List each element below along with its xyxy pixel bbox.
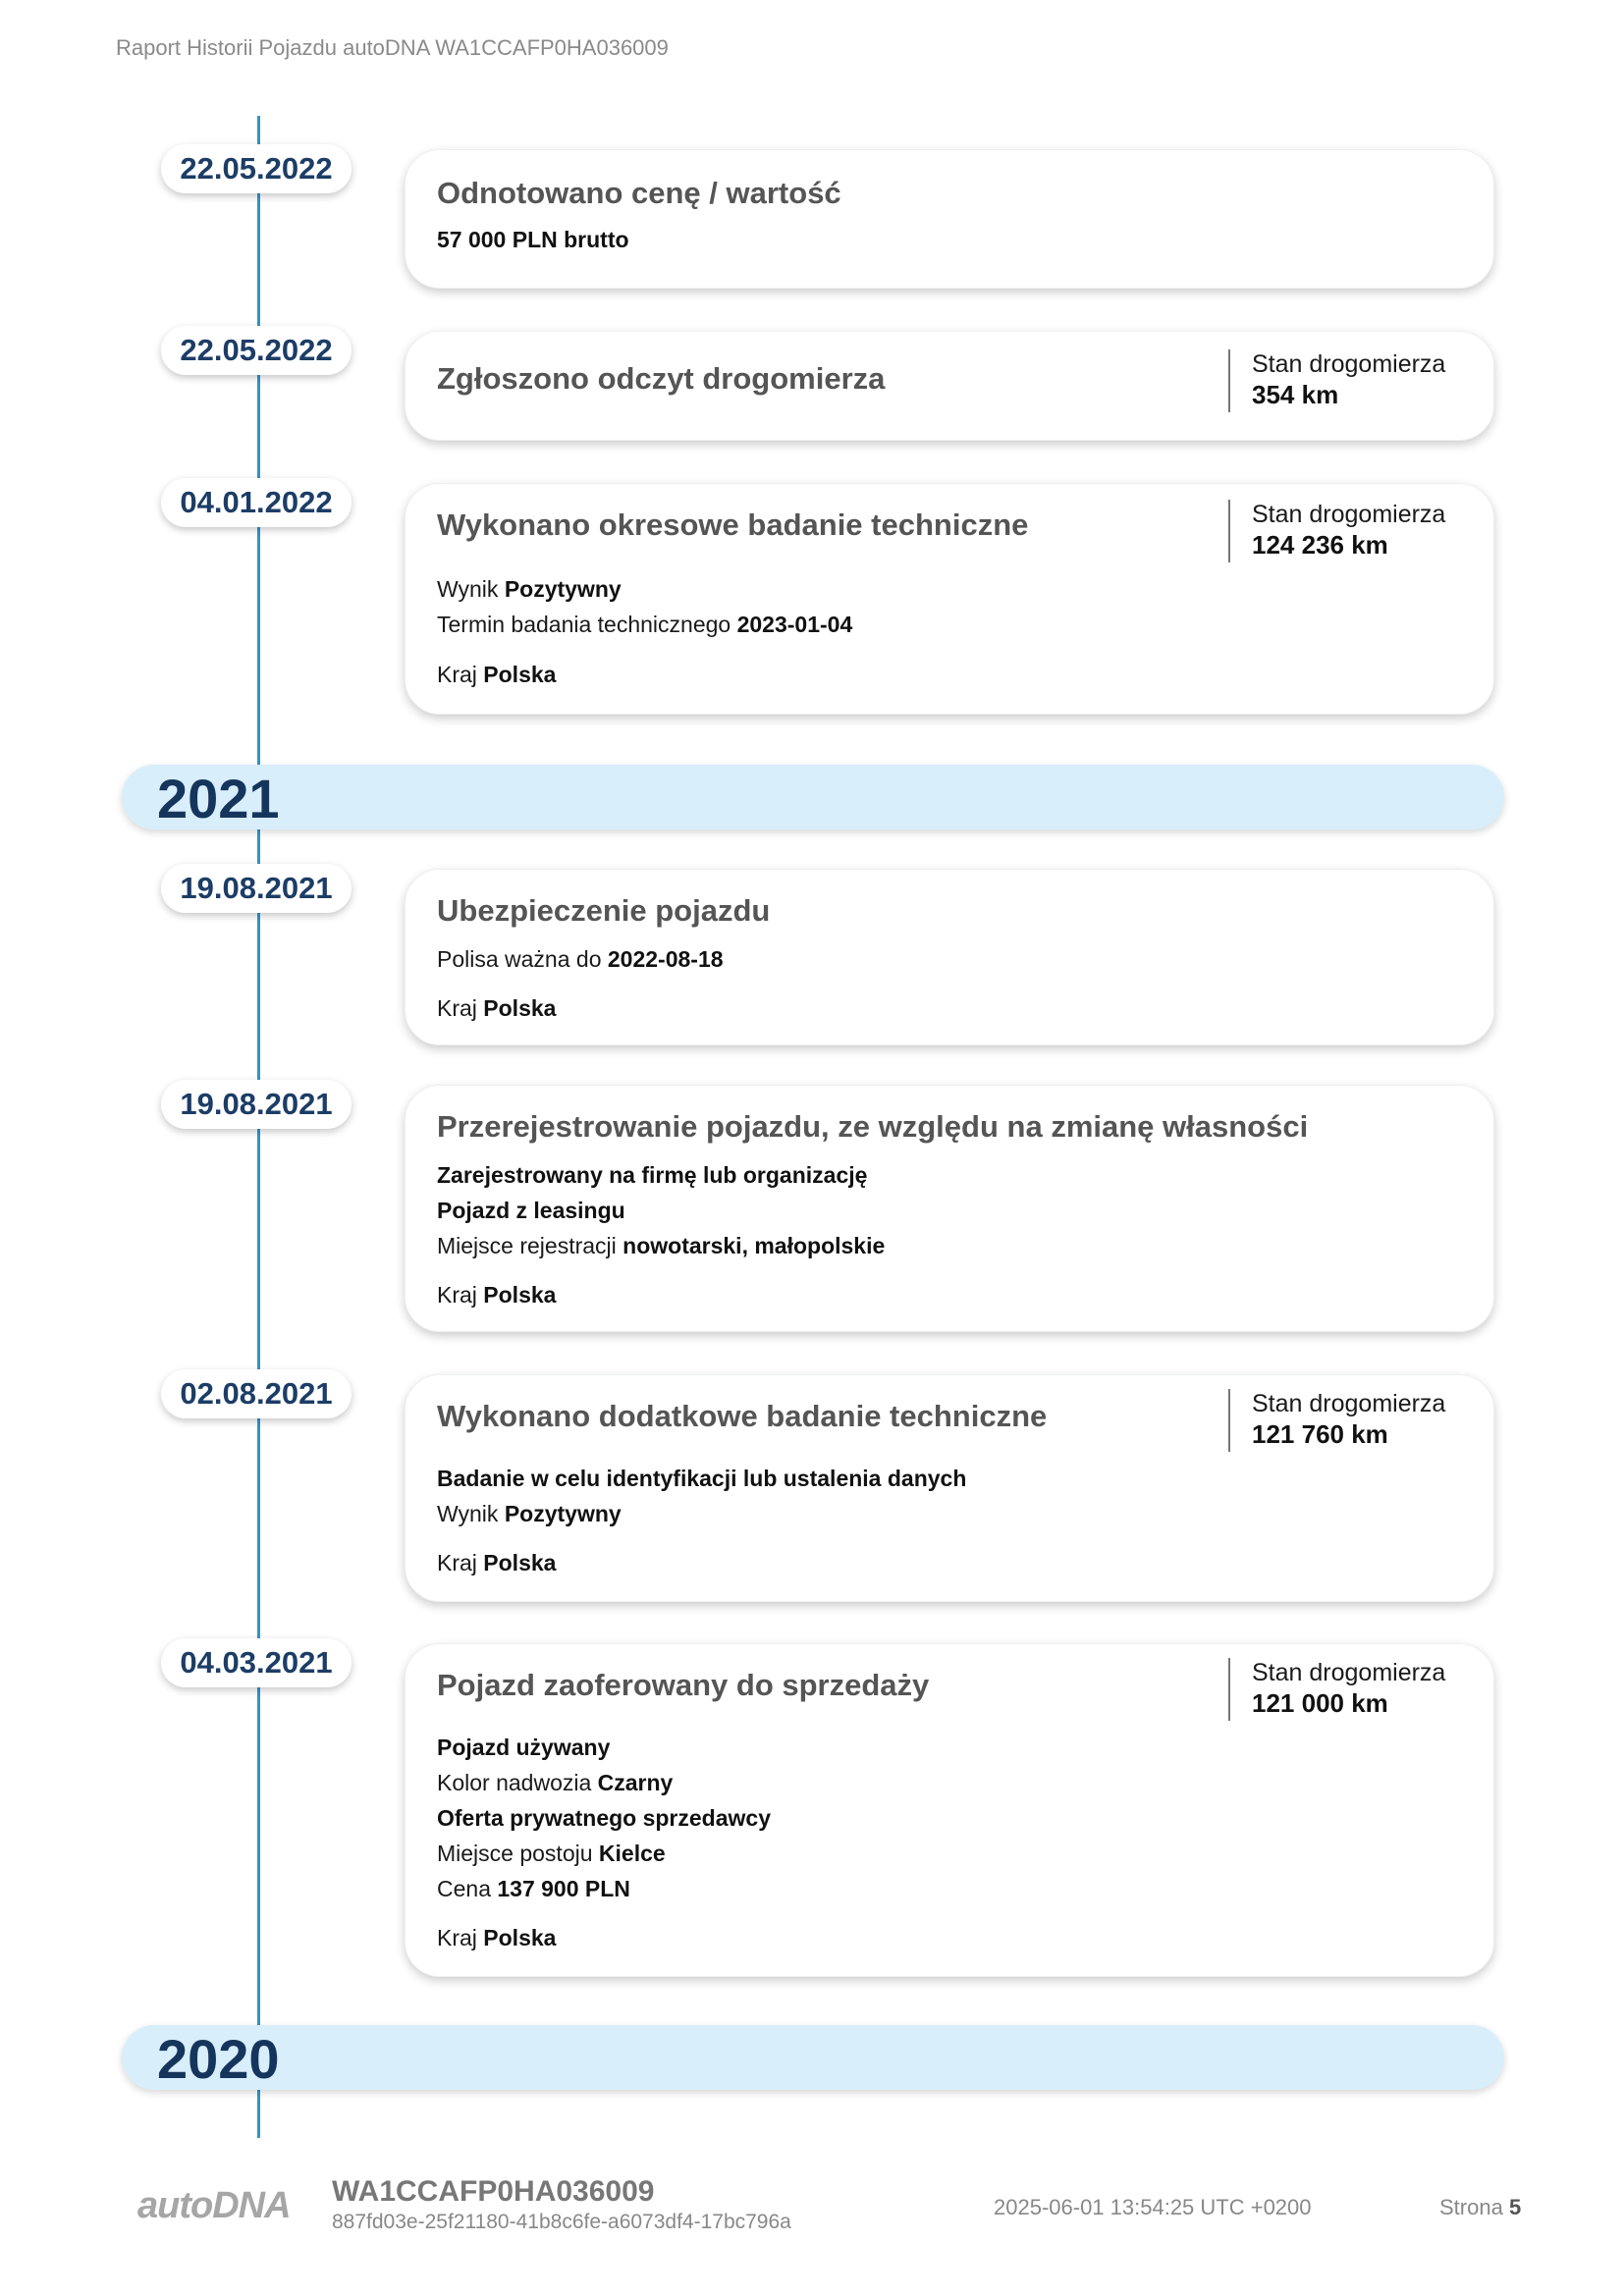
odometer-label: Stan drogomierza (1252, 501, 1446, 528)
report-header-title: Raport Historii Pojazdu autoDNA WA1CCAFP0HA036009 (116, 35, 669, 60)
date-badge: 22.05.2022 (161, 144, 352, 193)
date-badge: 02.08.2021 (161, 1369, 352, 1418)
event-card-reregistration (405, 1085, 1494, 1332)
event-card-offered-for-sale (405, 1643, 1494, 1977)
date-badge: 19.08.2021 (161, 1080, 352, 1129)
date-badge: 19.08.2021 (161, 864, 352, 913)
event-detail: Pojazd z leasingu (437, 1198, 625, 1223)
odometer-label: Stan drogomierza (1252, 1390, 1446, 1417)
event-detail: Miejsce rejestracji nowotarski, małopolskie (437, 1233, 886, 1258)
event-detail: Polisa ważna do 2022-08-18 (437, 946, 724, 972)
event-detail: Zarejestrowany na firmę lub organizację (437, 1162, 868, 1188)
year-label: 2021 (157, 768, 280, 829)
date-badge: 22.05.2022 (161, 326, 352, 375)
event-card-insurance (405, 869, 1494, 1045)
event-card-periodic-inspection (405, 483, 1494, 715)
odometer-value: 121 760 km (1252, 1419, 1388, 1449)
footer-report-hash: 887fd03e-25f21180-41b8c6fe-a6073df4-17bc796a (332, 2211, 791, 2233)
event-detail: Badanie w celu identyfikacji lub ustalenia danych (437, 1466, 967, 1491)
year-band-2020 (122, 2025, 1504, 2090)
event-title: Wykonano okresowe badanie techniczne (437, 507, 1029, 542)
date-badge: 04.03.2021 (161, 1638, 352, 1687)
footer-vin: WA1CCAFP0HA036009 (332, 2175, 655, 2208)
odometer-value: 124 236 km (1252, 530, 1388, 560)
odometer-label: Stan drogomierza (1252, 350, 1446, 378)
odometer-value: 121 000 km (1252, 1688, 1388, 1718)
event-detail: Termin badania technicznego 2023-01-04 (437, 612, 853, 637)
event-detail: Miejsce postoju Kielce (437, 1841, 666, 1866)
event-detail: Wynik Pozytywny (437, 576, 622, 602)
event-card-odometer-reading (405, 331, 1494, 441)
event-title: Przerejestrowanie pojazdu, ze względu na zmianę własności (437, 1109, 1309, 1144)
date-badge: 04.01.2022 (161, 478, 352, 527)
event-detail: Pojazd używany (437, 1735, 611, 1760)
event-title: Odnotowano cenę / wartość (437, 176, 841, 210)
event-detail: Oferta prywatnego sprzedawcy (437, 1805, 771, 1831)
event-title: Wykonano dodatkowe badanie techniczne (437, 1399, 1048, 1433)
autodna-logo: autoDNA (137, 2185, 291, 2226)
footer-page-number: Strona 5 (1439, 2195, 1522, 2219)
odometer-value: 354 km (1252, 380, 1339, 409)
odometer-label: Stan drogomierza (1252, 1659, 1446, 1686)
event-detail-country: Kraj Polska (437, 995, 557, 1021)
event-title: Pojazd zaoferowany do sprzedaży (437, 1668, 930, 1702)
event-card-price (405, 149, 1494, 289)
year-band-2021 (122, 765, 1504, 829)
odometer-block (1228, 1389, 1445, 1452)
event-detail: Wynik Pozytywny (437, 1501, 622, 1526)
event-detail-country: Kraj Polska (437, 1282, 557, 1308)
event-title: Zgłoszono odczyt drogomierza (437, 361, 886, 396)
footer-timestamp: 2025-06-01 13:54:25 UTC +0200 (994, 2195, 1312, 2219)
event-detail-country: Kraj Polska (437, 662, 557, 687)
event-detail-country: Kraj Polska (437, 1925, 557, 1950)
year-label: 2020 (157, 2028, 280, 2090)
event-detail-country: Kraj Polska (437, 1550, 557, 1575)
odometer-block (1228, 349, 1445, 412)
event-title: Ubezpieczenie pojazdu (437, 893, 771, 928)
event-detail: 57 000 PLN brutto (437, 227, 629, 252)
event-detail: Cena 137 900 PLN (437, 1876, 630, 1901)
event-card-additional-inspection (405, 1374, 1494, 1602)
odometer-block (1228, 500, 1445, 562)
event-detail: Kolor nadwozia Czarny (437, 1770, 674, 1795)
odometer-block (1228, 1658, 1445, 1721)
